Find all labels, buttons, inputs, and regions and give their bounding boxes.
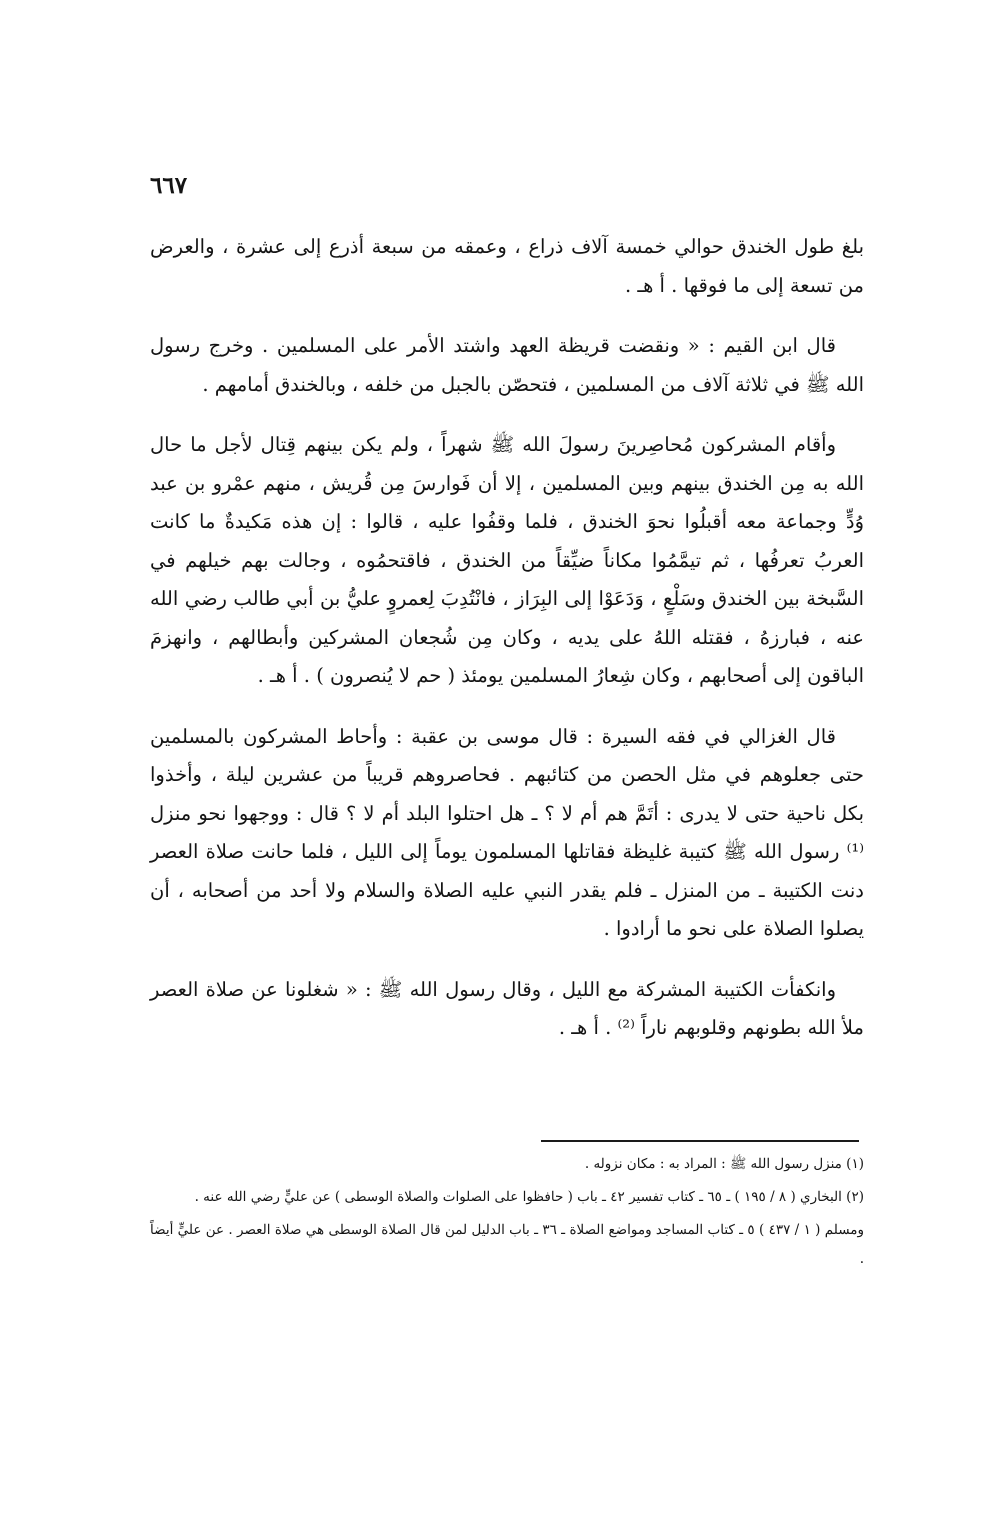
footnotes xyxy=(150,1150,864,1278)
paragraph-trench-dimensions: بلغ طول الخندق حوالي خمسة آلاف ذراع ، وعمقه من سبعة أذرع إلى عشرة ، والعرض من تسعة إلى ما فوقها . أ هـ . xyxy=(150,235,864,297)
footnote-2: (٢) البخاري ( ٨ / ١٩٥ ) ـ ٦٥ ـ كتاب تفسير ٤٢ ـ باب ( حافظوا على الصلوات والصلاة الوسطى ) عن عليٍّ رضي الله عنه . xyxy=(194,1189,864,1205)
footnote-2-continued: ومسلم ( ١ / ٤٣٧ ) ٥ ـ كتاب المساجد ومواضع الصلاة ـ ٣٦ ـ باب الدليل لمن قال الصلاة الوسطى هي صلاة العصر . عن عليٍّ أيضاً . xyxy=(150,1222,864,1267)
footnote-divider xyxy=(541,1140,859,1142)
paragraph-ghazali: قال الغزالي في فقه السيرة : قال موسى بن عقبة : وأحاط المشركون بالمسلمين حتى جعلوهم في مثل الحصن من كتائبهم . فحاصروهم قريباً من عشرين ليلة ، وأخذوا بكل ناحية حتى لا يدرى : أتَمَّ هم أم لا ؟ ـ هل احتلوا البلد أم لا ؟ قال : ووجهوا نحو منزل ⁽¹⁾ رسول الله ﷺ كتيبة غليظة فقاتلها المسلمون يوماً إلى الليل ، فلما حانت صلاة العصر دنت الكتيبة ـ من المنزل ـ فلم يقدر النبي عليه الصلاة والسلام ولا أحد من أصحابه ، أن يصلوا الصلاة على نحو ما أرادوا . xyxy=(150,724,864,940)
paragraph-ibn-alqayyim: قال ابن القيم : « ونقضت قريظة العهد واشتد الأمر على المسلمين . وخرج رسول الله ﷺ في ثلاثة آلاف من المسلمين ، فتحصّن بالجبل من خلفه ، وبالخندق أمامهم . xyxy=(150,334,864,396)
main-text xyxy=(150,228,864,1070)
paragraph-siege: وأقام المشركون مُحاصِرينَ رسولَ الله ﷺ شهراً ، ولم يكن بينهم قِتال لأجل ما حال الله به مِن الخندق بينهم وبين المسلمين ، إلا أن فَوارسَ مِن قُريش ، منهم عمْرو بن عبد وُدٍّ وجماعة معه أقبلُوا نحوَ الخندق ، فلما وقفُوا عليه ، قالوا : إن هذه مَكيدةٌ ما كانت العربُ تعرفُها ، ثم تيمَّمُوا مكاناً ضيِّقاً من الخندق ، فاقتحمُوه ، وجالت بهم خيلهم في السَّبخة بين الخندق وسَلْعٍ ، وَدَعَوْا إلى البِرَاز ، فانْتُدِبَ لِعمروٍ عليُّ بن أبي طالب رضي الله عنه ، فبارزهُ ، فقتله اللهُ على يديه ، وكان مِن شُجعان المشركين وأبطالهم ، وانهزمَ الباقون إلى أصحابهم ، وكان شِعارُ المسلمين يومئذ ( حم لا يُنصرون ) . أ هـ . xyxy=(150,433,864,687)
page-number: ٦٦٧ xyxy=(150,172,188,199)
paragraph-retreat: وانكفأت الكتيبة المشركة مع الليل ، وقال رسول الله ﷺ : « شغلونا عن صلاة العصر ملأ الله بطونهم وقلوبهم ناراً ⁽²⁾ . أ هـ . xyxy=(150,977,864,1039)
footnote-1: (١) منزل رسول الله ﷺ : المراد به : مكان نزوله . xyxy=(584,1156,864,1172)
